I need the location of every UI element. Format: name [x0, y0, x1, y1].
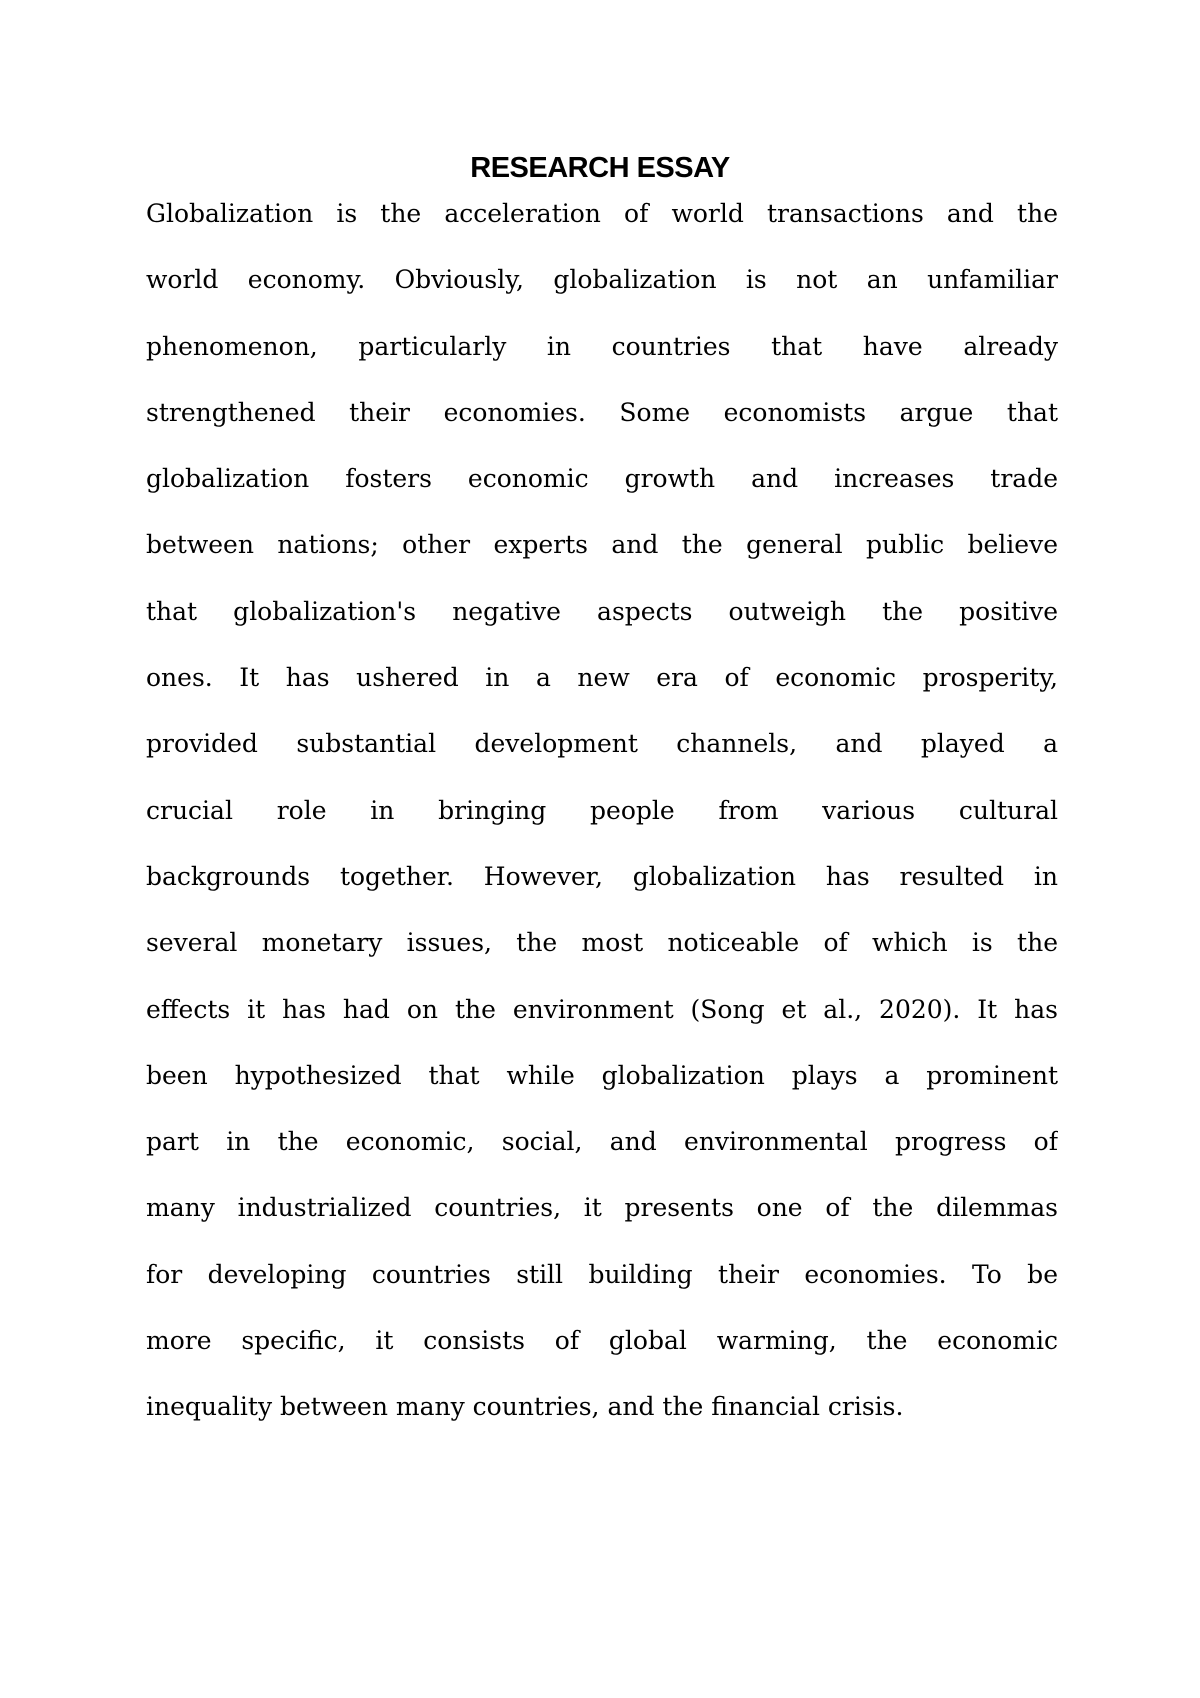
body-line: crucial role in bringing people from various cultural [146, 795, 1058, 825]
body-line: for developing countries still building their economies. To be [146, 1259, 1058, 1289]
body-line: ones. It has ushered in a new era of economic prosperity, [146, 663, 1058, 693]
body-line: many industrialized countries, it presents one of the dilemmas [146, 1193, 1058, 1223]
body-line: strengthened their economies. Some economists argue that [146, 397, 1058, 427]
body-line: that globalization's negative aspects outweigh the positive [146, 596, 1058, 626]
body-line: been hypothesized that while globalization plays a prominent [146, 1060, 1058, 1090]
body-line: world economy. Obviously, globalization is not an unfamiliar [146, 265, 1058, 295]
body-line: effects it has had on the environment (Song et al., 2020). It has [146, 994, 1058, 1024]
body-line: Globalization is the acceleration of world transactions and the [146, 199, 1058, 228]
essay-title: RESEARCH ESSAY [470, 152, 730, 184]
body-line: inequality between many countries, and the financial crisis. [146, 1392, 904, 1422]
body-line: globalization fosters economic growth and increases trade [146, 464, 1058, 494]
body-line: part in the economic, social, and environmental progress of [146, 1127, 1058, 1157]
essay-body [146, 194, 1058, 1454]
body-line: between nations; other experts and the general public believe [146, 530, 1058, 560]
body-line: provided substantial development channels, and played a [146, 729, 1058, 759]
body-line: more specific, it consists of global warming, the economic [146, 1326, 1058, 1356]
body-line: backgrounds together. However, globalization has resulted in [146, 861, 1058, 891]
body-line: several monetary issues, the most noticeable of which is the [146, 928, 1058, 958]
body-line: phenomenon, particularly in countries that have already [146, 331, 1058, 361]
